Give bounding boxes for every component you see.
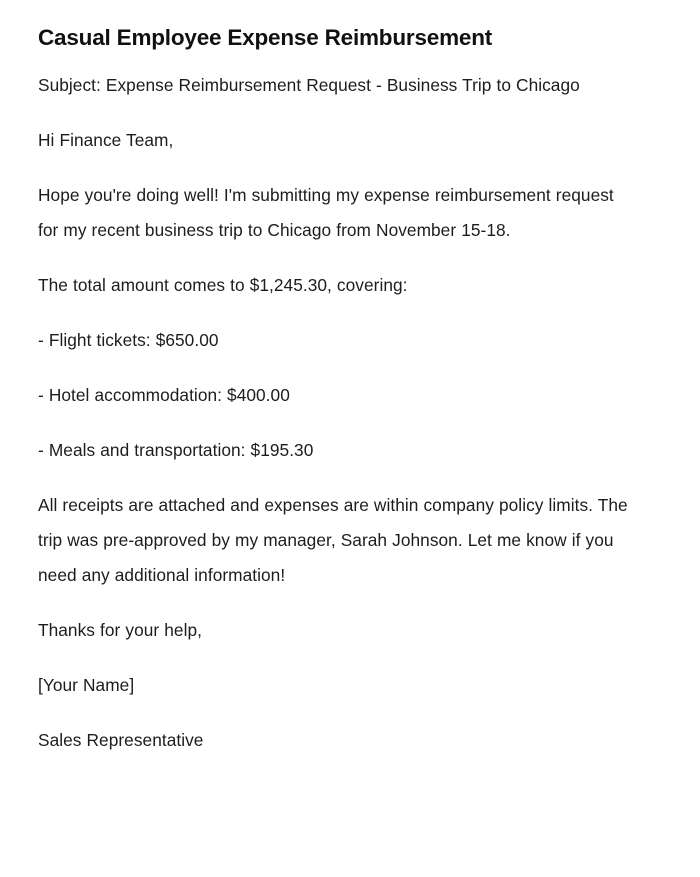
expense-item-flight: - Flight tickets: $650.00 [38,330,219,351]
signature-role: Sales Representative [38,730,204,751]
document-body [38,68,638,758]
salutation: Hi Finance Team, [38,130,174,151]
intro-paragraph: Hope you're doing well! I'm submitting my expense reimbursement request for my recent business trip to Chicago from November 15-18. [38,185,614,241]
subject-line: Subject: Expense Reimbursement Request - Business Trip to Chicago [38,75,580,96]
total-amount-line: The total amount comes to $1,245.30, covering: [38,275,408,296]
signature-name: [Your Name] [38,675,135,696]
expense-item-meals: - Meals and transportation: $195.30 [38,440,314,461]
closing: Thanks for your help, [38,620,202,641]
receipts-policy-paragraph: All receipts are attached and expenses are within company policy limits. The trip was pre-approved by my manager, Sarah Johnson. Let me know if you need any additional information! [38,495,628,586]
page-title: Casual Employee Expense Reimbursement [38,25,493,50]
expense-item-hotel: - Hotel accommodation: $400.00 [38,385,290,406]
